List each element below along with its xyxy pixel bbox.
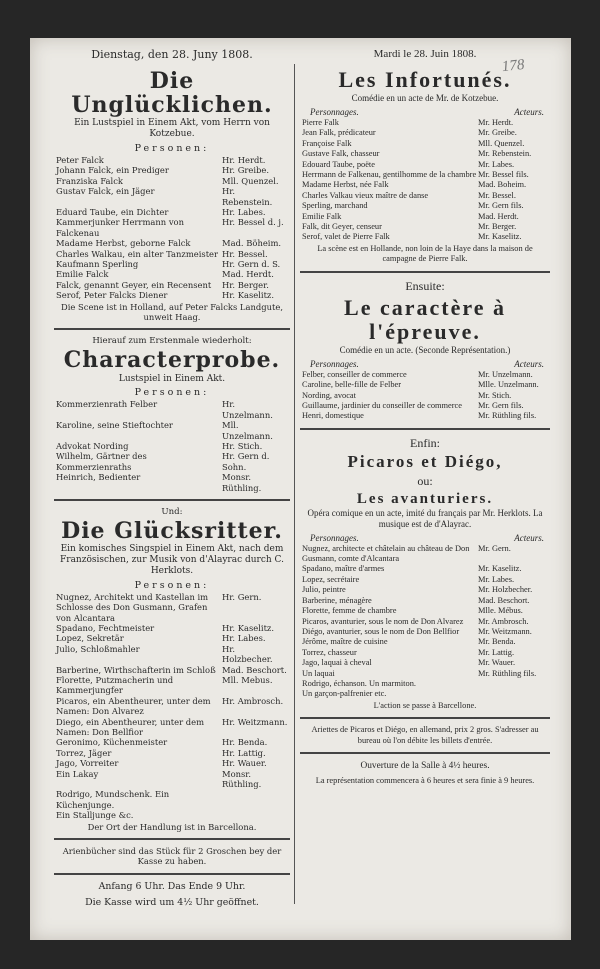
role-name: Nugnez, architecte et châtelain au château de Don Gusmann, comte d'Alcantara (302, 543, 470, 564)
german-column (54, 48, 290, 913)
role-name: Kaufmann Sperling (56, 259, 139, 270)
german-title-1: Die Unglücklichen. (71, 68, 273, 119)
role-name: Spadano, Fechtmeister (56, 622, 155, 633)
french-subtitle-3: Opéra comique en un acte, imité du français par Mr. Herklots. La musique est de d'Alayrac. (307, 508, 543, 529)
cast-row (302, 201, 548, 211)
role-name: Geronimo, Küchenmeister (56, 737, 168, 748)
actor-name: Mlle. Unzelmann. (478, 380, 539, 390)
actor-name: Monsr. Rüthling. (222, 472, 262, 493)
german-kasse: Die Kasse wird um 4½ Uhr geöffnet. (85, 897, 259, 909)
cast-row (302, 617, 548, 627)
german-date: Dienstag, den 28. Juny 1808. (91, 48, 253, 61)
actor-name: Hr. Berger. (222, 279, 269, 290)
german-und: Und: (161, 507, 183, 518)
role-name: Felber, conseiller de commerce (302, 369, 407, 379)
actor-name: Mll. Quenzel. (222, 175, 279, 186)
actor-name: Mr. Gern. (478, 543, 511, 553)
cast-row (302, 648, 548, 658)
actor-name: Mlle. Mébus. (478, 606, 523, 616)
french-title-3: Picaros et Diégo, (347, 451, 503, 471)
actor-name: Hr. Lattig. (222, 747, 266, 758)
german-cast-2 (54, 399, 290, 493)
cast-row (56, 186, 288, 207)
role-name: Ein Stalljunge &c. (56, 810, 134, 821)
acteurs-label: Acteurs. (514, 106, 544, 117)
actor-name: Mr. Stich. (478, 390, 512, 400)
actor-name: Mr. Rüthling fils. (478, 668, 537, 678)
cast-row (56, 217, 288, 238)
cast-row (302, 222, 548, 232)
actor-name: Hr. Unzelmann. (222, 399, 273, 420)
cast-row (302, 380, 548, 390)
actor-name: Mr. Holzbecher. (478, 585, 533, 595)
role-name: Françoise Falk (302, 138, 352, 148)
role-name: Kommerzienrath Felber (56, 399, 158, 410)
actor-name: Mr. Berger. (478, 222, 517, 232)
page-number: 178 (501, 56, 526, 76)
role-name: Nording, avocat (302, 390, 356, 400)
cast-row (56, 280, 288, 290)
actor-name: Hr. Stich. (222, 441, 263, 452)
actor-name: Mr. Bessel fils. (478, 170, 529, 180)
actor-name: Mr. Wauer. (478, 658, 516, 668)
actor-name: Mr. Unzelmann. (478, 369, 533, 379)
french-ouverture: Ouverture de la Salle à 4½ heures. (360, 760, 490, 771)
cast-row (302, 180, 548, 190)
french-note-1: La scène est en Hollande, non loin de la Haye dans la maison de campagne de Pierre Falk. (317, 243, 533, 264)
role-name: Ein Lakay (56, 768, 99, 779)
actor-name: Hr. Herdt. (222, 154, 266, 165)
role-name: Pierre Falk (302, 117, 339, 127)
personnages-label: Personnages. (310, 106, 359, 117)
role-name: Picaros, avanturier, sous le nom de Don Alvarez (302, 616, 464, 626)
role-name: Lopez, secrétaire (302, 574, 360, 584)
cast-row (302, 160, 548, 170)
french-title-3b: Les avanturiers. (356, 490, 494, 507)
french-subtitle-1: Comédie en un acte de Mr. de Kotzebue. (351, 93, 499, 104)
french-commencera: La représentation commencera à 6 heures et sera finie à 9 heures. (315, 776, 535, 786)
cast-row (56, 592, 288, 623)
acteurs-label: Acteurs. (514, 532, 544, 543)
cast-row (302, 689, 548, 699)
role-name: Guillaume, jardinier du conseiller de commerce (302, 401, 462, 411)
actor-name: Hr. Labes. (222, 207, 266, 217)
german-note-1: Die Scene ist in Holland, auf Peter Falcks Landgute, unweit Haag. (61, 301, 283, 323)
french-cast-3 (300, 544, 550, 700)
role-name: Rodrigo, échanson. Un marmiton. (302, 678, 416, 688)
cast-row (302, 658, 548, 668)
personnages-label: Personnages. (310, 532, 359, 543)
role-name: Charles Valkau vieux maître de danse (302, 190, 429, 200)
french-header-3 (310, 533, 544, 543)
cast-row (56, 441, 288, 451)
cast-row (56, 789, 288, 810)
actor-name: Mr. Rüthling fils. (478, 411, 537, 421)
cast-row (302, 544, 548, 565)
role-name: Picaros, ein Abentheurer, unter dem Namen: Don Alvarez (56, 695, 211, 717)
actor-name: Hr. Gern. (222, 591, 262, 602)
french-cast-1 (300, 118, 550, 243)
role-name: Charles Walkau, ein alter Tanzmeister (56, 248, 219, 259)
actor-name: Hr. Kaselitz. (222, 622, 275, 633)
french-date: Mardi le 28. Juin 1808. (373, 48, 477, 60)
role-name: Sperling, marchand (302, 201, 368, 211)
cast-row (56, 748, 288, 758)
role-name: Jean Falk, prédicateur (302, 128, 376, 138)
german-personen-1: Personen: (134, 142, 210, 154)
role-name: Diégo, avanturier, sous le nom de Don Bellfior (302, 626, 460, 636)
role-name: Heinrich, Bedienter (56, 472, 141, 483)
french-ou: ou: (417, 473, 433, 488)
actor-name: Mad. Boheim. (478, 180, 527, 190)
actor-name (222, 810, 288, 820)
actor-name (478, 689, 548, 699)
cast-row (56, 675, 288, 696)
actor-name: Mr. Kaselitz. (478, 564, 522, 574)
role-name: Un garçon-palfrenier etc. (302, 689, 387, 699)
cast-row (56, 633, 288, 643)
cast-row (302, 596, 548, 606)
role-name: Falk, dit Geyer, censeur (302, 222, 382, 232)
cast-row (302, 411, 548, 421)
german-subtitle-2: Lustspiel in Einem Akt. (118, 373, 226, 384)
role-name: Madame Herbst, née Falk (302, 180, 389, 190)
role-name: Florette, Putzmacherin und Kammerjungfer (56, 674, 174, 696)
role-name: Diego, ein Abentheurer, unter dem Namen: Don Bellfior (56, 716, 205, 737)
french-texts: Ariettes de Picaros et Diégo, en allemand, prix 2 gros. S'adresser au bureau où l'on débite les billets d'entrée. (311, 725, 539, 745)
actor-name: Hr. Greibe. (222, 165, 270, 176)
cast-row (56, 451, 288, 472)
cast-row (56, 665, 288, 675)
role-name: Barberine, ménagère (302, 595, 372, 605)
role-name: Advokat Nording (56, 441, 129, 452)
actor-name: Hr. Bessel. (222, 248, 268, 259)
role-name: Jago, Vorreiter (56, 758, 119, 769)
role-name: Julio, Schloßmahler (56, 643, 140, 654)
divider-rule (300, 717, 550, 719)
role-name: Edouard Taube, poëte (302, 159, 375, 169)
cast-row (302, 627, 548, 637)
cast-row (56, 810, 288, 820)
german-note-3: Der Ort der Handlung ist in Barcellona. (87, 821, 257, 832)
cast-row (56, 155, 288, 165)
role-name: Florette, femme de chambre (302, 606, 397, 616)
role-name: Madame Herbst, geborne Falck (56, 238, 191, 249)
role-name: Franziska Falck (56, 175, 123, 186)
divider-rule (54, 873, 290, 875)
role-name: Herrmann de Falkenau, gentilhomme de la chambre (302, 170, 477, 180)
actor-name: Mll. Unzelmann. (222, 420, 273, 441)
role-name: Un laquai (302, 668, 335, 678)
cast-row (302, 401, 548, 411)
actor-name: Mr. Weitzmann. (478, 626, 532, 636)
actor-name: Hr. Weitzmann. (222, 716, 288, 727)
actor-name: Hr. Labes. (222, 633, 266, 644)
role-name: Rodrigo, Mundschenk. Ein Küchenjunge. (56, 789, 170, 810)
actor-name (478, 679, 548, 689)
actor-name: Mr. Herdt. (478, 117, 514, 127)
actor-name: Mr. Bessel. (478, 190, 516, 200)
french-column (300, 48, 550, 788)
cast-row (302, 149, 548, 159)
role-name: Peter Falck (56, 154, 104, 165)
french-title-1: Les Infortunés. (338, 67, 512, 92)
french-subtitle-2: Comédie en un acte. (Seconde Représentation.) (339, 345, 511, 356)
actor-name: Monsr. Rüthling. (222, 768, 262, 789)
actor-name: Hr. Bessel d. j. (222, 217, 284, 228)
role-name: Karoline, seine Stieftochter (56, 420, 173, 431)
actor-name: Hr. Holzbecher. (222, 643, 273, 665)
actor-name: Hr. Ambrosch. (222, 695, 284, 706)
cast-row (56, 769, 288, 790)
cast-row (56, 472, 288, 493)
cast-row (56, 238, 288, 248)
cast-row (56, 758, 288, 768)
role-name: Nugnez, Architekt und Kastellan im Schlosse des Don Gusmann, Grafen von Alcantara (56, 591, 209, 623)
role-name: Serof, valet de Pierre Falk (302, 232, 390, 242)
german-subtitle-1: Ein Lustspiel in Einem Akt, vom Herrn von Kotzebue. (74, 118, 270, 140)
cast-row (302, 191, 548, 201)
divider-rule (54, 328, 290, 330)
cast-row (302, 606, 548, 616)
role-name: Henri, domestique (302, 411, 364, 421)
role-name: Gustav Falck, ein Jäger (56, 186, 155, 197)
french-header-2 (310, 359, 544, 369)
role-name: Barberine, Wirthschafterin im Schloß (56, 664, 216, 675)
cast-row (302, 128, 548, 138)
german-personen-3: Personen: (134, 579, 210, 591)
actor-name: Mr. Gern fils. (478, 401, 524, 411)
cast-row (56, 399, 288, 420)
divider-rule (300, 428, 550, 430)
german-texts: Arienbücher sind das Stück für 2 Groschen bey der Kasse zu haben. (62, 846, 282, 867)
cast-row (56, 176, 288, 186)
german-title-3: Die Glücksritter. (61, 518, 283, 545)
actor-name: Mr. Labes. (478, 159, 515, 169)
role-name: Caroline, belle-fille de Felber (302, 380, 402, 390)
actor-name: Hr. Benda. (222, 737, 268, 748)
column-divider (294, 64, 295, 904)
actor-name: Mr. Gern fils. (478, 201, 524, 211)
role-name: Jago, laquai à cheval (302, 658, 372, 668)
german-title-2: Characterprobe. (63, 347, 281, 374)
french-cast-2 (300, 370, 550, 422)
cast-row (302, 637, 548, 647)
cast-row (302, 575, 548, 585)
actor-name: Mr. Ambrosch. (478, 616, 529, 626)
french-title-2: Le caractère à l'épreuve. (344, 294, 506, 344)
cast-row (56, 207, 288, 217)
german-cast-1 (54, 155, 290, 301)
divider-rule (300, 752, 550, 754)
actor-name: Mr. Greibe. (478, 128, 517, 138)
divider-rule (300, 271, 550, 273)
cast-row (56, 623, 288, 633)
actor-name: Mr. Labes. (478, 574, 515, 584)
cast-row (302, 391, 548, 401)
cast-row (56, 644, 288, 665)
cast-row (302, 669, 548, 679)
actor-name (222, 789, 288, 810)
actor-name: Hr. Wauer. (222, 758, 267, 769)
cast-row (302, 679, 548, 689)
actor-name: Mr. Benda. (478, 637, 516, 647)
cast-row (56, 249, 288, 259)
role-name: Eduard Taube, ein Dichter (56, 207, 169, 217)
actor-name: Hr. Gern d. S. (222, 259, 281, 270)
role-name: Jérôme, maître de cuisine (302, 637, 388, 647)
actor-name: Mr. Kaselitz. (478, 232, 522, 242)
cast-row (302, 170, 548, 180)
french-ensuite: Ensuite: (405, 278, 445, 293)
french-header-1 (310, 107, 544, 117)
cast-row (302, 585, 548, 595)
role-name: Johann Falck, ein Prediger (56, 165, 169, 176)
cast-row (56, 717, 288, 738)
actor-name: Mll. Quenzel. (478, 138, 525, 148)
role-name: Emilie Falk (302, 211, 342, 221)
acteurs-label: Acteurs. (514, 358, 544, 369)
role-name: Falck, genannt Geyer, ein Recensent (56, 279, 212, 290)
french-note-3: L'action se passe à Barcellone. (373, 700, 477, 710)
german-cast-3 (54, 592, 290, 821)
actor-name: Mad. Böheim. (222, 238, 282, 249)
cast-row (302, 232, 548, 242)
cast-row (302, 139, 548, 149)
role-name: Wilhelm, Gärtner des Kommerzienraths (56, 451, 147, 472)
cast-row (56, 696, 288, 717)
role-name: Spadano, maître d'armes (302, 564, 385, 574)
actor-name: Mr. Rebenstein. (478, 149, 532, 159)
german-times: Anfang 6 Uhr. Das Ende 9 Uhr. (98, 880, 246, 892)
role-name: Julio, peintre (302, 585, 346, 595)
cast-row (302, 370, 548, 380)
role-name: Kammerjunker Herrmann von Falckenau (56, 217, 184, 238)
actor-name: Mll. Mebus. (222, 674, 273, 685)
actor-name: Mad. Herdt. (478, 211, 519, 221)
role-name: Torrez, Jäger (56, 747, 112, 758)
actor-name: Mad. Herdt. (222, 269, 274, 280)
actor-name: Hr. Gern d. Sohn. (222, 451, 270, 472)
divider-rule (54, 499, 290, 501)
role-name: Torrez, chasseur (302, 647, 357, 657)
cast-row (56, 420, 288, 441)
actor-name: Mad. Beschort. (478, 595, 530, 605)
role-name: Gustave Falk, chasseur (302, 149, 380, 159)
german-intro-2: Hierauf zum Erstenmale wiederholt: (92, 336, 252, 347)
french-enfin: Enfin: (410, 435, 440, 450)
role-name: Emilie Falck (56, 269, 109, 280)
german-subtitle-3: Ein komisches Singspiel in Einem Akt, nach dem Französischen, zur Musik von d'Alayrac durch C. Herklots. (60, 544, 284, 576)
cast-row (302, 118, 548, 128)
actor-name: Hr. Rebenstein. (222, 186, 273, 207)
role-name: Lopez, Sekretär (56, 633, 124, 644)
cast-row (56, 259, 288, 269)
cast-row (56, 737, 288, 747)
role-name: Serof, Peter Falcks Diener (56, 290, 168, 301)
actor-name: Mr. Lattig. (478, 647, 515, 657)
actor-name: Hr. Kaselitz. (222, 290, 275, 301)
cast-row (302, 564, 548, 574)
cast-row (56, 269, 288, 279)
actor-name: Mad. Beschort. (222, 664, 287, 675)
german-personen-2: Personen: (134, 387, 210, 399)
cast-row (302, 212, 548, 222)
personnages-label: Personnages. (310, 358, 359, 369)
divider-rule (54, 838, 290, 840)
cast-row (56, 165, 288, 175)
cast-row (56, 290, 288, 300)
